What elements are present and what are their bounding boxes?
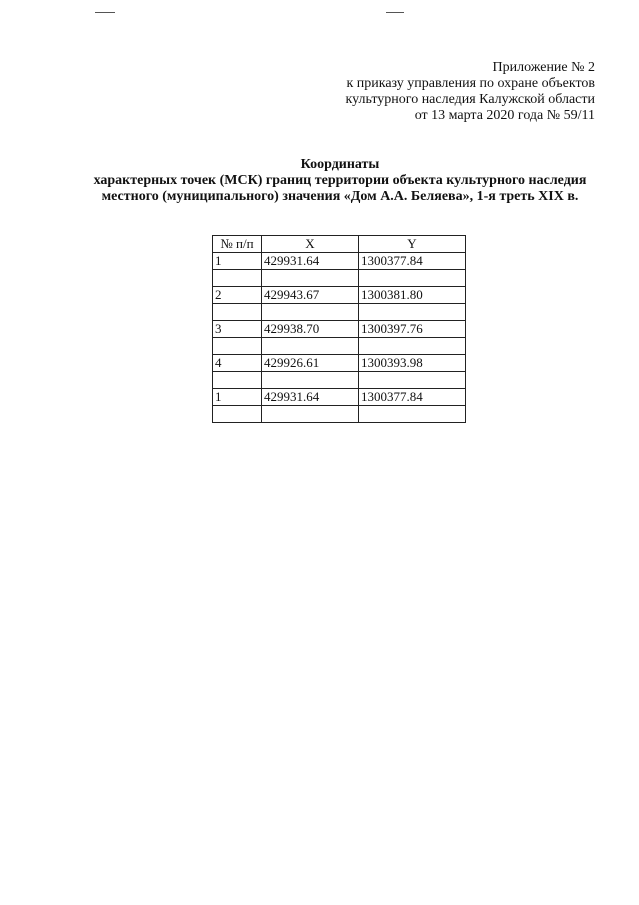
- appendix-order-ref: к приказу управления по охране объектов: [346, 76, 595, 91]
- cell-point-number: [213, 372, 262, 389]
- header-y: Y: [359, 236, 466, 253]
- table-row: [213, 253, 466, 270]
- document-title: [60, 157, 620, 205]
- table-row: [213, 406, 466, 423]
- cell-y: [359, 372, 466, 389]
- cell-y: 1300377.84: [359, 253, 466, 270]
- cell-x: [262, 372, 359, 389]
- table-row: [213, 287, 466, 304]
- cell-x: [262, 304, 359, 321]
- cell-x: 429943.67: [262, 287, 359, 304]
- cell-x: [262, 406, 359, 423]
- cell-point-number: [213, 338, 262, 355]
- table-row: [213, 355, 466, 372]
- appendix-number: Приложение № 2: [492, 60, 595, 75]
- appendix-header: [275, 60, 595, 124]
- cell-point-number: 1: [213, 389, 262, 406]
- cell-x: 429938.70: [262, 321, 359, 338]
- coordinates-table: [212, 235, 466, 423]
- cell-point-number: 3: [213, 321, 262, 338]
- appendix-authority: культурного наследия Калужской области: [345, 92, 595, 107]
- table-row: [213, 389, 466, 406]
- table-row: [213, 338, 466, 355]
- cell-x: [262, 338, 359, 355]
- cell-y: [359, 406, 466, 423]
- cell-y: [359, 270, 466, 287]
- scan-mark: [95, 12, 115, 13]
- table-row: [213, 304, 466, 321]
- appendix-date: от 13 марта 2020 года № 59/11: [414, 108, 595, 123]
- title-heading: Координаты: [300, 157, 380, 172]
- cell-y: 1300381.80: [359, 287, 466, 304]
- cell-point-number: [213, 304, 262, 321]
- title-subtitle-line2: местного (муниципального) значения «Дом А.А. Беляева», 1-я треть XIX в.: [101, 189, 579, 204]
- cell-point-number: 4: [213, 355, 262, 372]
- cell-x: 429931.64: [262, 253, 359, 270]
- table-header-row: [213, 236, 466, 253]
- cell-point-number: 1: [213, 253, 262, 270]
- cell-point-number: 2: [213, 287, 262, 304]
- table-row: [213, 372, 466, 389]
- cell-y: 1300397.76: [359, 321, 466, 338]
- cell-y: 1300393.98: [359, 355, 466, 372]
- header-x: X: [262, 236, 359, 253]
- header-point-number: № п/п: [213, 236, 262, 253]
- table-row: [213, 321, 466, 338]
- cell-point-number: [213, 406, 262, 423]
- scan-mark: [386, 12, 404, 13]
- cell-y: 1300377.84: [359, 389, 466, 406]
- cell-x: 429926.61: [262, 355, 359, 372]
- cell-x: 429931.64: [262, 389, 359, 406]
- cell-x: [262, 270, 359, 287]
- title-subtitle-line1: характерных точек (МСК) границ территории объекта культурного наследия: [93, 173, 587, 188]
- table-row: [213, 270, 466, 287]
- cell-y: [359, 338, 466, 355]
- cell-point-number: [213, 270, 262, 287]
- cell-y: [359, 304, 466, 321]
